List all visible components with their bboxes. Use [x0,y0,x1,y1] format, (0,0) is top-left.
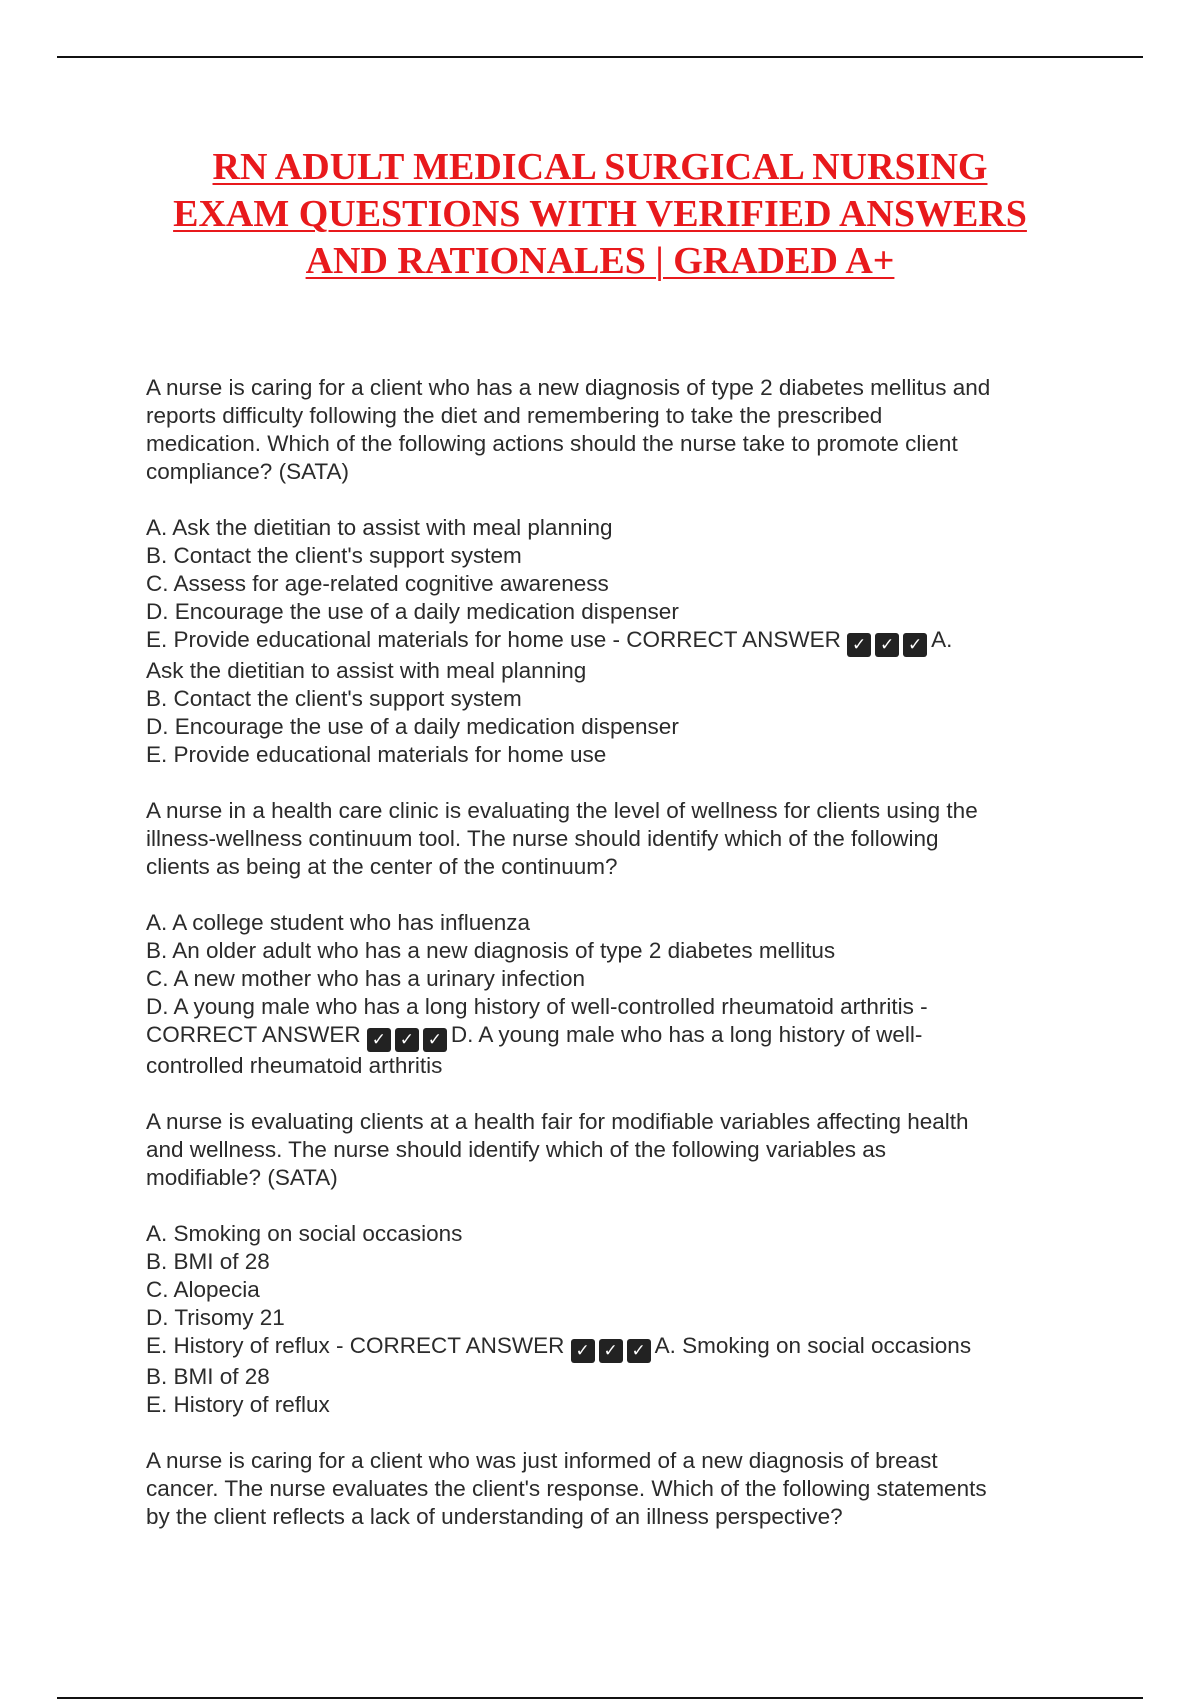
question-4 [146,1447,1066,1531]
question-3-options [146,1220,1066,1419]
answer-line: controlled rheumatoid arthritis [146,1053,443,1078]
check-icon: ✓ [367,1028,391,1052]
title-line-2: EXAM QUESTIONS WITH VERIFIED ANSWERS [173,193,1027,235]
option: C. Assess for age-related cognitive awareness [146,571,609,596]
question-2-options [146,909,1066,1080]
option: D. A young male who has a long history of well-controlled rheumatoid arthritis - [146,994,928,1019]
check-icon: ✓ [571,1339,595,1363]
option: A. A college student who has influenza [146,910,531,935]
correct-answer-line: CORRECT ANSWER ✓ ✓ ✓ D. A young male who has a long history of well- [146,1022,923,1050]
check-icon: ✓ [875,633,899,657]
answer-line: E. Provide educational materials for home use [146,742,607,767]
option: A. Ask the dietitian to assist with meal planning [146,515,613,540]
option: C. Alopecia [146,1277,260,1302]
top-rule [57,56,1143,58]
question-3 [146,1108,1066,1419]
answer-line: B. Contact the client's support system [146,686,522,711]
question-2 [146,797,1066,1080]
question-1-options [146,514,1066,769]
answer-line: Ask the dietitian to assist with meal planning [146,658,587,683]
check-icon: ✓ [627,1339,651,1363]
answer-line: E. History of reflux [146,1392,330,1417]
option: D. Trisomy 21 [146,1305,285,1330]
check-icon: ✓ [847,633,871,657]
correct-answer-line: E. History of reflux - CORRECT ANSWER ✓ ✓ ✓ A. Smoking on social occasions [146,1333,972,1361]
check-icon: ✓ [395,1028,419,1052]
title-line-1: RN ADULT MEDICAL SURGICAL NURSING [212,146,988,188]
bottom-rule [57,1697,1143,1699]
answer-line: D. Encourage the use of a daily medication dispenser [146,714,679,739]
question-1-stem: A nurse is caring for a client who has a new diagnosis of type 2 diabetes mellitus and reports difficulty following the diet and remembering to take the prescribed medication. Which of the following actions should the nurse take to promote client compliance? (SATA) [146,375,991,484]
question-2-stem: A nurse in a health care clinic is evaluating the level of wellness for clients using the illness-wellness continuum tool. The nurse should identify which of the following clients as being at the center of the continuum? [146,798,978,879]
option: D. Encourage the use of a daily medication dispenser [146,599,679,624]
option: B. Contact the client's support system [146,543,522,568]
document-body [146,374,1066,1559]
check-icon: ✓ [903,633,927,657]
document-title [100,144,1100,285]
question-1 [146,374,1066,769]
title-line-3: AND RATIONALES | GRADED A+ [305,240,895,282]
option: B. BMI of 28 [146,1249,270,1274]
option: B. An older adult who has a new diagnosis of type 2 diabetes mellitus [146,938,836,963]
option: A. Smoking on social occasions [146,1221,463,1246]
question-4-stem: A nurse is caring for a client who was just informed of a new diagnosis of breast cancer. The nurse evaluates the client's response. Which of the following statements by the client reflects a lack of understanding of an illness perspective? [146,1448,987,1529]
answer-line: B. BMI of 28 [146,1364,270,1389]
question-3-stem: A nurse is evaluating clients at a health fair for modifiable variables affecting health and wellness. The nurse should identify which of the following variables as modifiable? (SATA) [146,1109,969,1190]
check-icon: ✓ [423,1028,447,1052]
correct-answer-line: E. Provide educational materials for home use - CORRECT ANSWER ✓ ✓ ✓ A. [146,627,953,655]
check-icon: ✓ [599,1339,623,1363]
option: C. A new mother who has a urinary infection [146,966,585,991]
